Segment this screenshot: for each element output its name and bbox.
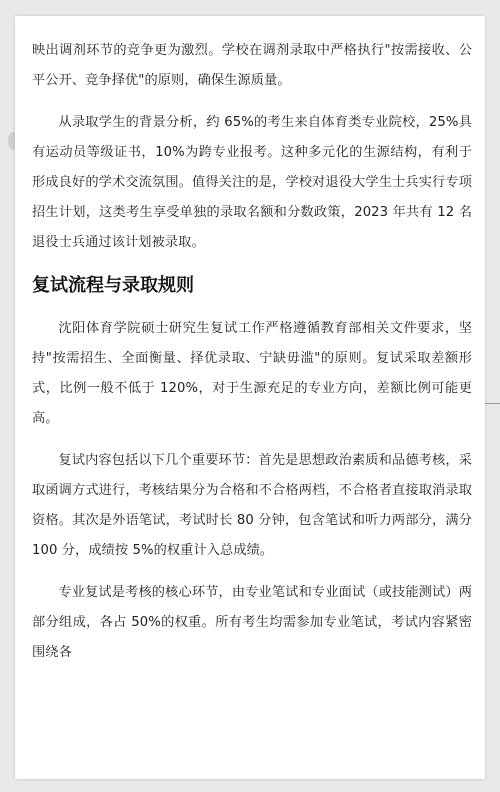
section-heading: 复试流程与录取规则 (32, 275, 194, 296)
paragraph-professional-retest: 专业复试是考核的核心环节，由专业笔试和专业面试（或技能测试）两部分组成，各占 50%的权重。所有考生均需参加专业笔试，考试内容紧密围绕各 (32, 585, 472, 660)
paragraph-retest-content: 复试内容包括以下几个重要环节：首先是思想政治素质和品德考核，采取函调方式进行，考核结果分为合格和不合格两档，不合格者直接取消录取资格。其次是外语笔试，考试时长 80 分钟，包含笔试和听力两部分，满分 100 分，成绩按 5%的权重计入总成绩。 (32, 453, 472, 558)
document-content (32, 36, 472, 680)
document-page (15, 16, 485, 779)
paragraph-continued: 映出调剂环节的竞争更为激烈。学校在调剂录取中严格执行"按需接收、公平公开、竞争择优"的原则，确保生源质量。 (32, 43, 472, 88)
paragraph-student-background: 从录取学生的背景分析，约 65%的考生来自体育类专业院校，25%具有运动员等级证书，10%为跨专业报考。这种多元化的生源结构，有利于形成良好的学术交流氛围。值得关注的是，学校对退役大学生士兵实行专项招生计划，这类考生享受单独的录取名额和分数政策，2023 年共有 12 名退役士兵通过该计划被录取。 (32, 115, 472, 250)
paragraph-retest-principles: 沈阳体育学院硕士研究生复试工作严格遵循教育部相关文件要求，坚持"按需招生、全面衡量、择优录取、宁缺毋滥"的原则。复试采取差额形式，比例一般不低于 120%，对于生源充足的专业方向，差额比例可能更高。 (32, 321, 472, 426)
page-edge-line (484, 403, 500, 404)
